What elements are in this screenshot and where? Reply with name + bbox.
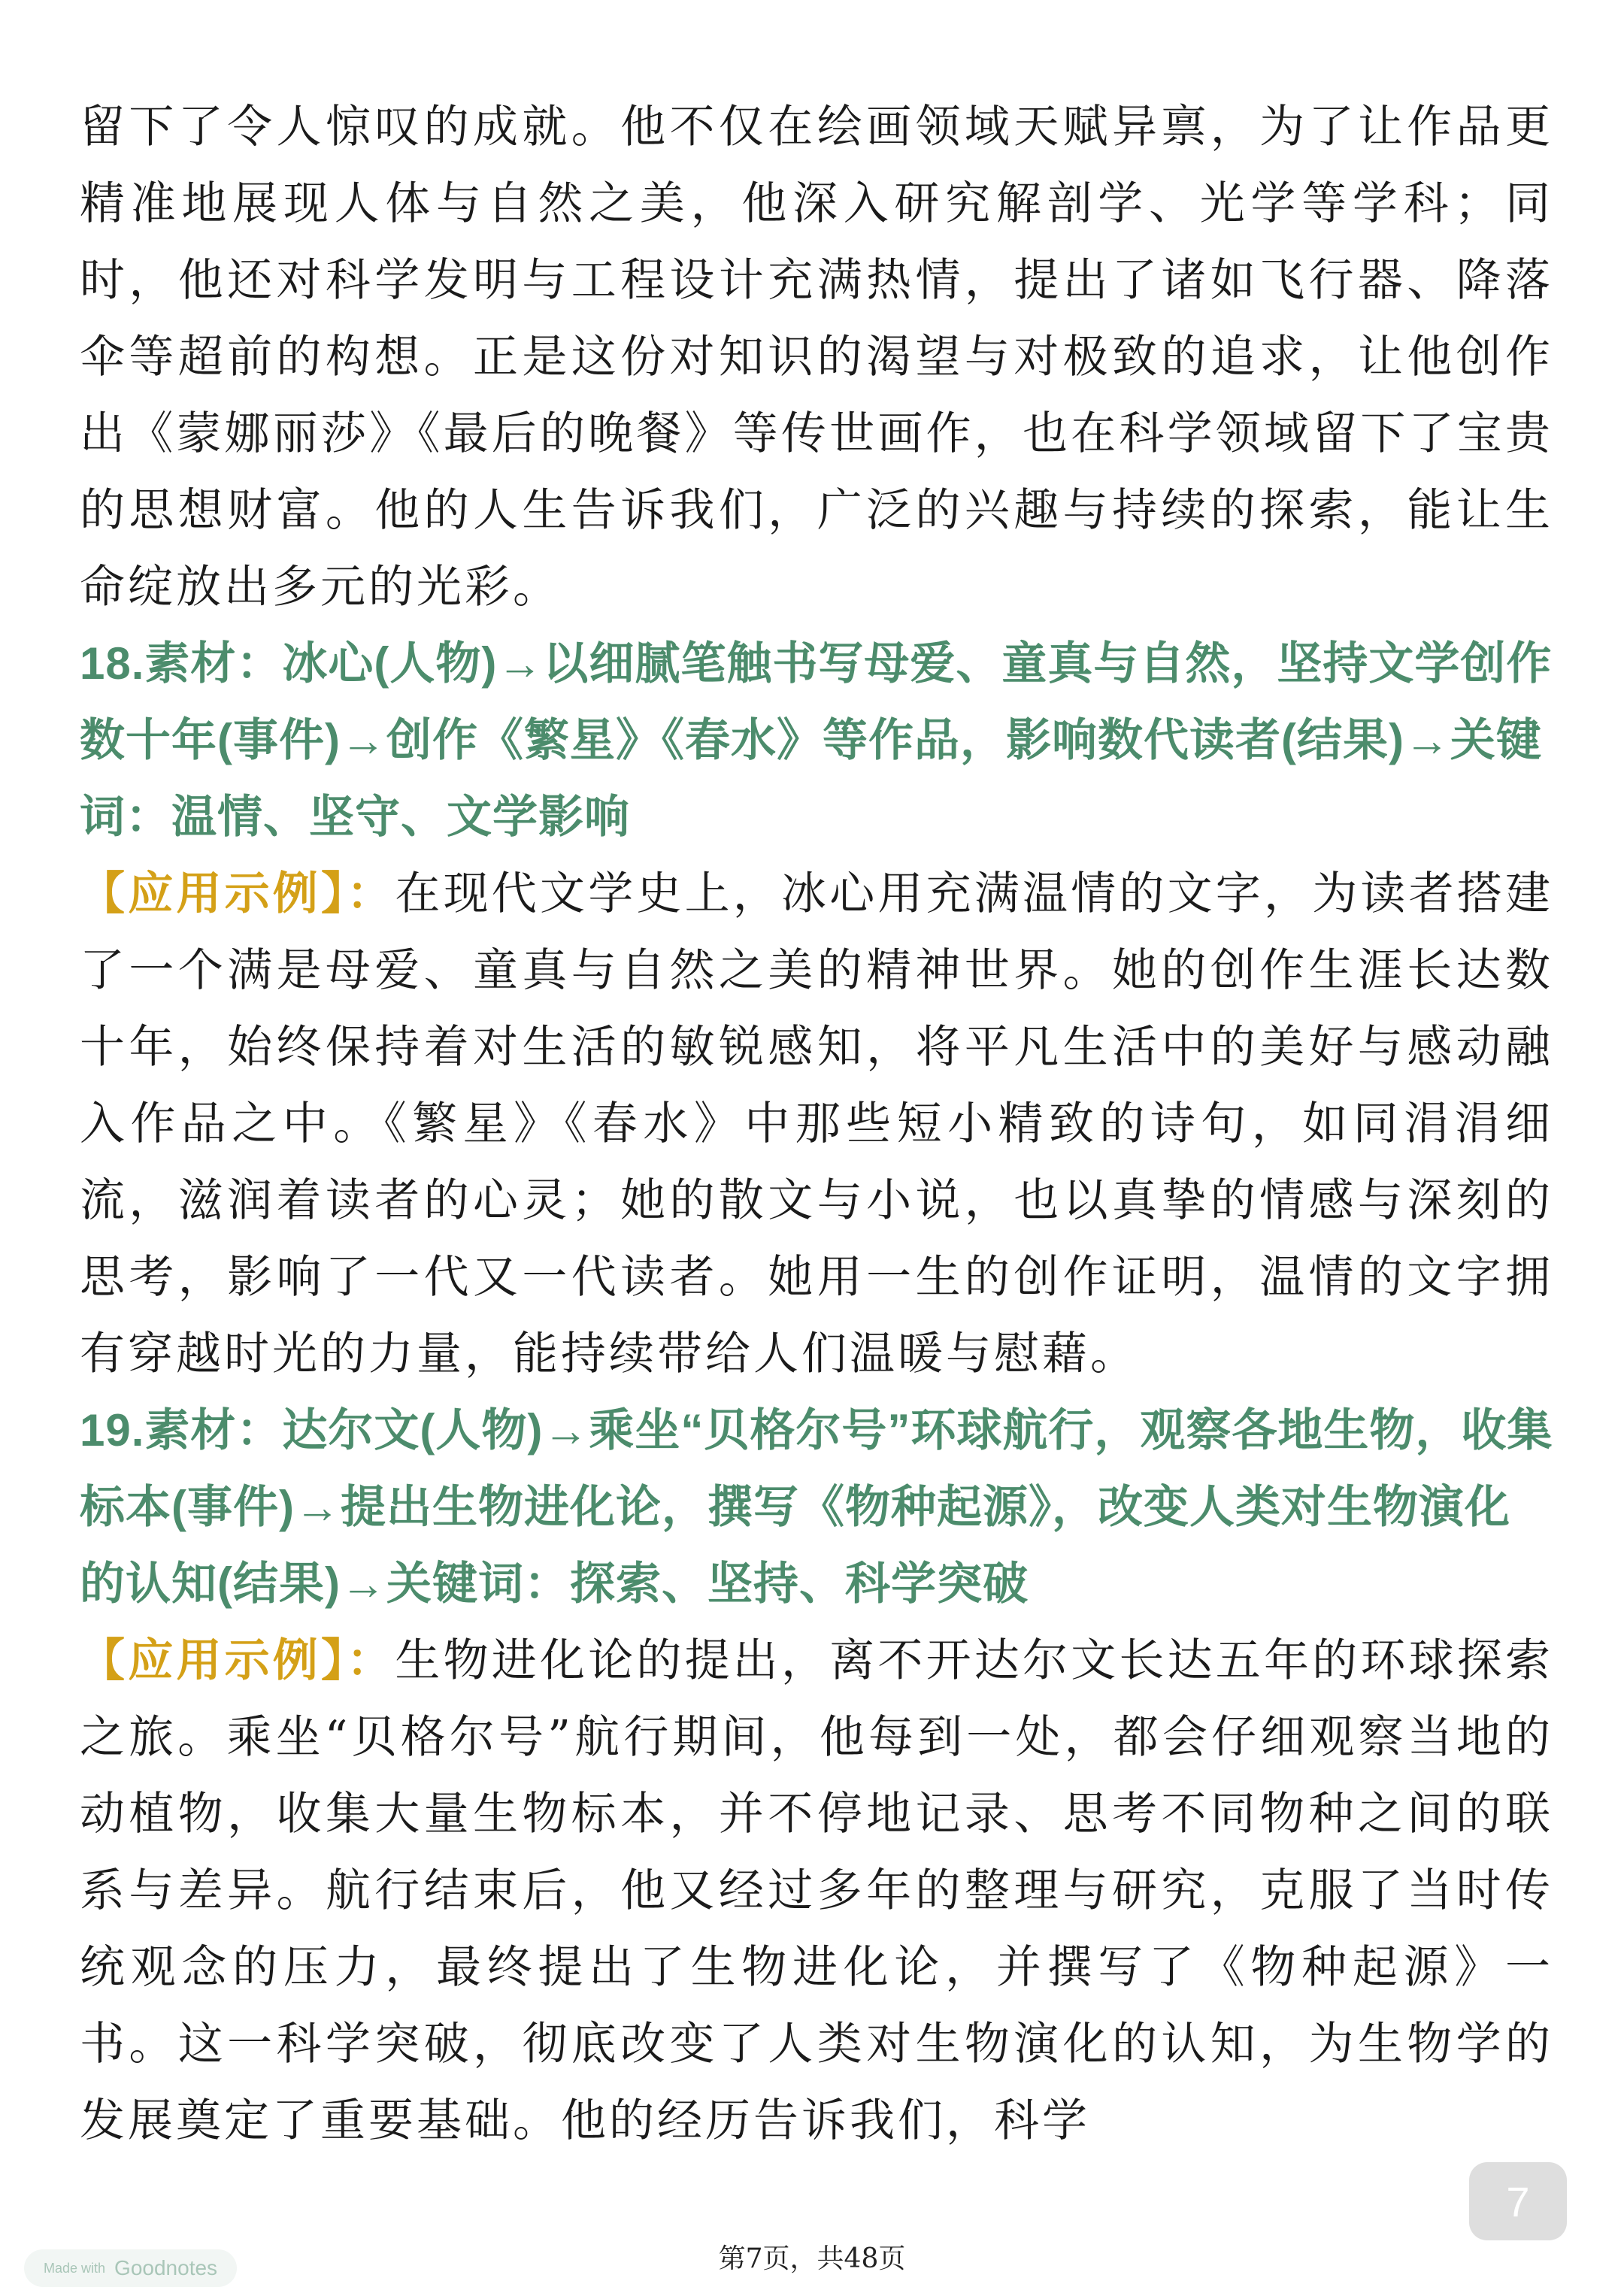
intro-paragraph: 留下了令人惊叹的成就。他不仅在绘画领域天赋异禀，为了让作品更精准地展现人体与自然之美，他深入研究解剖学、光学等学科；同时，他还对科学发明与工程设计充满热情，提出了诸如飞行器、降落伞等超前的构想。正是这份对知识的渴望与对极致的追求，让他创作出《蒙娜丽莎》《最后的晚餐》等传世画作，也在科学领域留下了宝贵的思想财富。他的人生告诉我们，广泛的兴趣与持续的探索，能让生命绽放出多元的光彩。 — [80, 101, 1553, 613]
item-18-example-label: 【应用示例】： — [80, 868, 395, 919]
page-scroll-indicator[interactable]: 7 — [1469, 2162, 1567, 2240]
item-18-example-text: 在现代文学史上，冰心用充满温情的文字，为读者搭建了一个满是母爱、童真与自然之美的精神世界。她的创作生涯长达数十年，始终保持着对生活的敏锐感知，将平凡生活中的美好与感动融入作品之中。《繁星》《春水》中那些短小精致的诗句，如同涓涓细流，滋润着读者的心灵；她的散文与小说，也以真挚的情感与深刻的思考，影响了一代又一代读者。她用一生的创作证明，温情的文字拥有穿越时光的力量，能持续带给人们温暖与慰藉。 — [80, 868, 1554, 1380]
item-19-heading: 19.素材：达尔文(人物)→乘坐“贝格尔号”环球航行，观察各地生物，收集标本(事件)→提出生物进化论，撰写《物种起源》，改变人类对生物演化的认知(结果)→关键词：探索、坚持、科学突破 — [80, 1405, 1553, 1609]
item-19-example — [80, 1622, 1553, 2159]
item-18-example — [80, 856, 1553, 1392]
page-number: 第7页，共48页 — [718, 2243, 906, 2274]
document-page — [80, 89, 1553, 2159]
item-19-example-label: 【应用示例】： — [80, 1635, 395, 1686]
watermark-made-with: Made with — [44, 2260, 106, 2276]
watermark-brand: Goodnotes — [114, 2256, 218, 2279]
item-18-heading: 18.素材：冰心(人物)→以细腻笔触书写母爱、童真与自然，坚持文学创作数十年(事件)→创作《繁星》《春水》等作品，影响数代读者(结果)→关键词：温情、坚守、文学影响 — [80, 638, 1553, 842]
item-19-example-text: 生物进化论的提出，离不开达尔文长达五年的环球探索之旅。乘坐“贝格尔号”航行期间，他每到一处，都会仔细观察当地的动植物，收集大量生物标本，并不停地记录、思考不同物种之间的联系与差异。航行结束后，他又经过多年的整理与研究，克服了当时传统观念的压力，最终提出了生物进化论，并撰写了《物种起源》一书。这一科学突破，彻底改变了人类对生物演化的认知，为生物学的发展奠定了重要基础。他的经历告诉我们，科学 — [80, 1634, 1554, 2147]
